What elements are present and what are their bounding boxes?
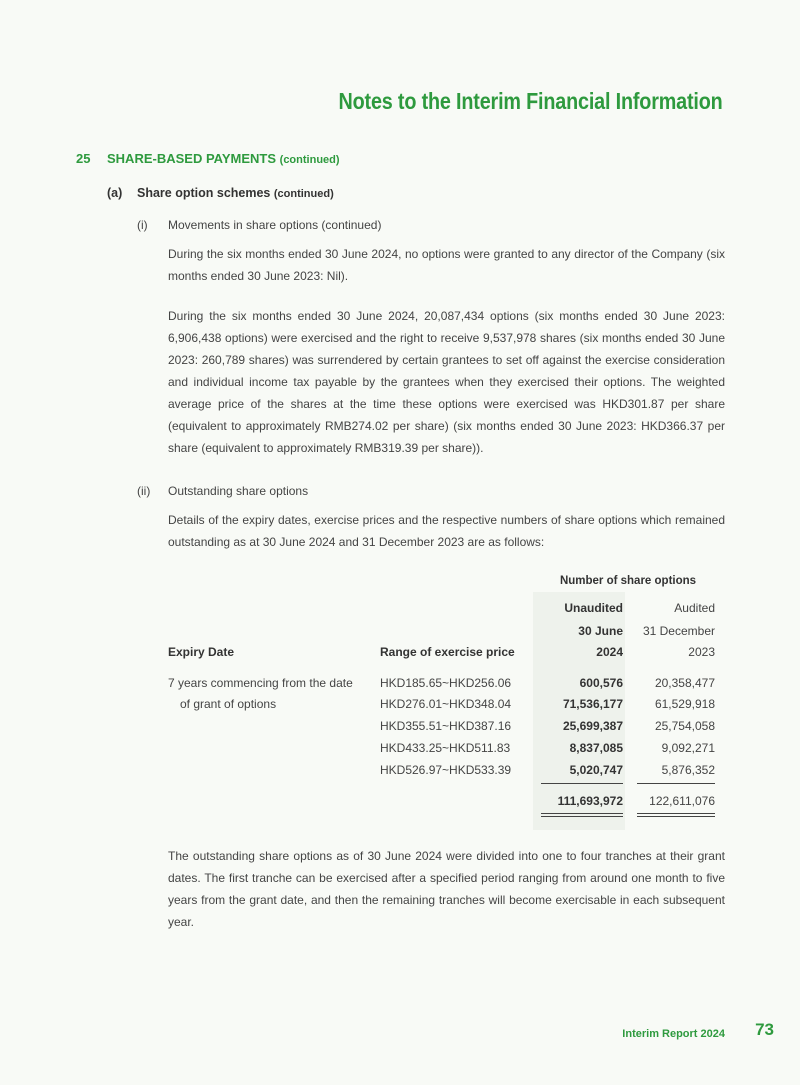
col-2024-line-1: Unaudited: [564, 601, 623, 615]
total-2023: 122,611,076: [649, 794, 715, 808]
col-2024-line-3: 2024: [596, 645, 623, 659]
value-2024-row-2: 71,536,177: [562, 697, 623, 711]
value-2023-row-3: 25,754,058: [654, 719, 715, 733]
col-2024-line-2: 30 June: [578, 624, 623, 638]
expiry-line-2: of grant of options: [180, 697, 277, 711]
page-title: Notes to the Interim Financial Information: [338, 88, 723, 114]
value-2023-row-4: 9,092,271: [661, 741, 715, 755]
range-row-4: HKD433.25~HKD511.83: [380, 741, 511, 755]
col-range-header: Range of exercise price: [380, 645, 515, 659]
value-2024-row-4: 8,837,085: [569, 741, 623, 755]
section-title: [107, 151, 340, 166]
value-2023-row-2: 61,529,918: [654, 697, 715, 711]
item-i-title: Movements in share options (continued): [168, 218, 382, 232]
total-2024: 111,693,972: [557, 794, 623, 808]
expiry-line-1: 7 years commencing from the date: [168, 676, 353, 690]
range-row-5: HKD526.97~HKD533.39: [380, 763, 512, 777]
col-2023-line-3: 2023: [688, 645, 715, 659]
value-2024-row-5: 5,020,747: [569, 763, 623, 777]
item-ii-title: Outstanding share options: [168, 484, 309, 498]
subtotal-rule-2024: [541, 783, 623, 784]
value-2024-row-3: 25,699,387: [562, 719, 623, 733]
footer-report-name: Interim Report 2024: [622, 1028, 725, 1040]
section-number: 25: [76, 151, 91, 166]
total-rule-2023-a: [637, 813, 715, 814]
col-2023-line-1: Audited: [674, 601, 715, 615]
subsection-title-text: Share option schemes: [137, 186, 271, 200]
section-title-text: SHARE-BASED PAYMENTS: [107, 151, 277, 166]
total-rule-2024-b: [541, 816, 623, 817]
page-number: 73: [755, 1020, 774, 1039]
subsection-continued: (continued): [273, 188, 334, 200]
item-ii-label: (ii): [137, 484, 151, 498]
item-i-label: (i): [137, 218, 148, 232]
value-2024-row-1: 600,576: [579, 676, 623, 690]
item-ii-paragraph-1: Details of the expiry dates, exercise prices and the respective numbers of share options which remained outstanding as at 30 June 2024 and 31 December 2023 are as follows:: [168, 513, 725, 549]
subsection-title: [137, 186, 334, 200]
col-expiry-header: Expiry Date: [168, 645, 235, 659]
group-header: Number of share options: [559, 575, 697, 587]
subsection-label: (a): [107, 186, 123, 200]
range-row-2: HKD276.01~HKD348.04: [380, 697, 512, 711]
total-rule-2023-b: [637, 816, 715, 817]
share-options-table: [168, 572, 725, 832]
total-rule-2024-a: [541, 813, 623, 814]
item-i-paragraph-1: During the six months ended 30 June 2024, no options were granted to any director of the Company (six months ended 30 June 2023: Nil).: [168, 247, 725, 283]
section-continued: (continued): [279, 154, 340, 166]
value-2023-row-1: 20,358,477: [654, 676, 715, 690]
subtotal-rule-2023: [637, 783, 715, 784]
item-ii-paragraph-2: The outstanding share options as of 30 June 2024 were divided into one to four tranches at their grant dates. The first tranche can be exercised after a specified period ranging from around one month to five years from the grant date, and then the remaining tranches will become exercisable in each subsequent year.: [168, 849, 725, 929]
col-2023-line-2: 31 December: [642, 624, 715, 638]
item-i-paragraph-2: During the six months ended 30 June 2024, 20,087,434 options (six months ended 30 June 2023: 6,906,438 options) were exercised and the right to receive 9,537,978 shares (six months ended 30 June 2023: 260,789 shares) was surrendered by certain grantees to set off against the exercise consideration and individual income tax payable by the grantees when they exercised their options. The weighted average price of the shares at the time these options were exercised was HKD301.87 per share (equivalent to approximately RMB274.02 per share) (six months ended 30 June 2023: HKD366.37 per share (equivalent to approximately RMB319.39 per share)).: [168, 309, 725, 455]
range-row-1: HKD185.65~HKD256.06: [380, 676, 512, 690]
range-row-3: HKD355.51~HKD387.16: [380, 719, 512, 733]
value-2023-row-5: 5,876,352: [661, 763, 715, 777]
